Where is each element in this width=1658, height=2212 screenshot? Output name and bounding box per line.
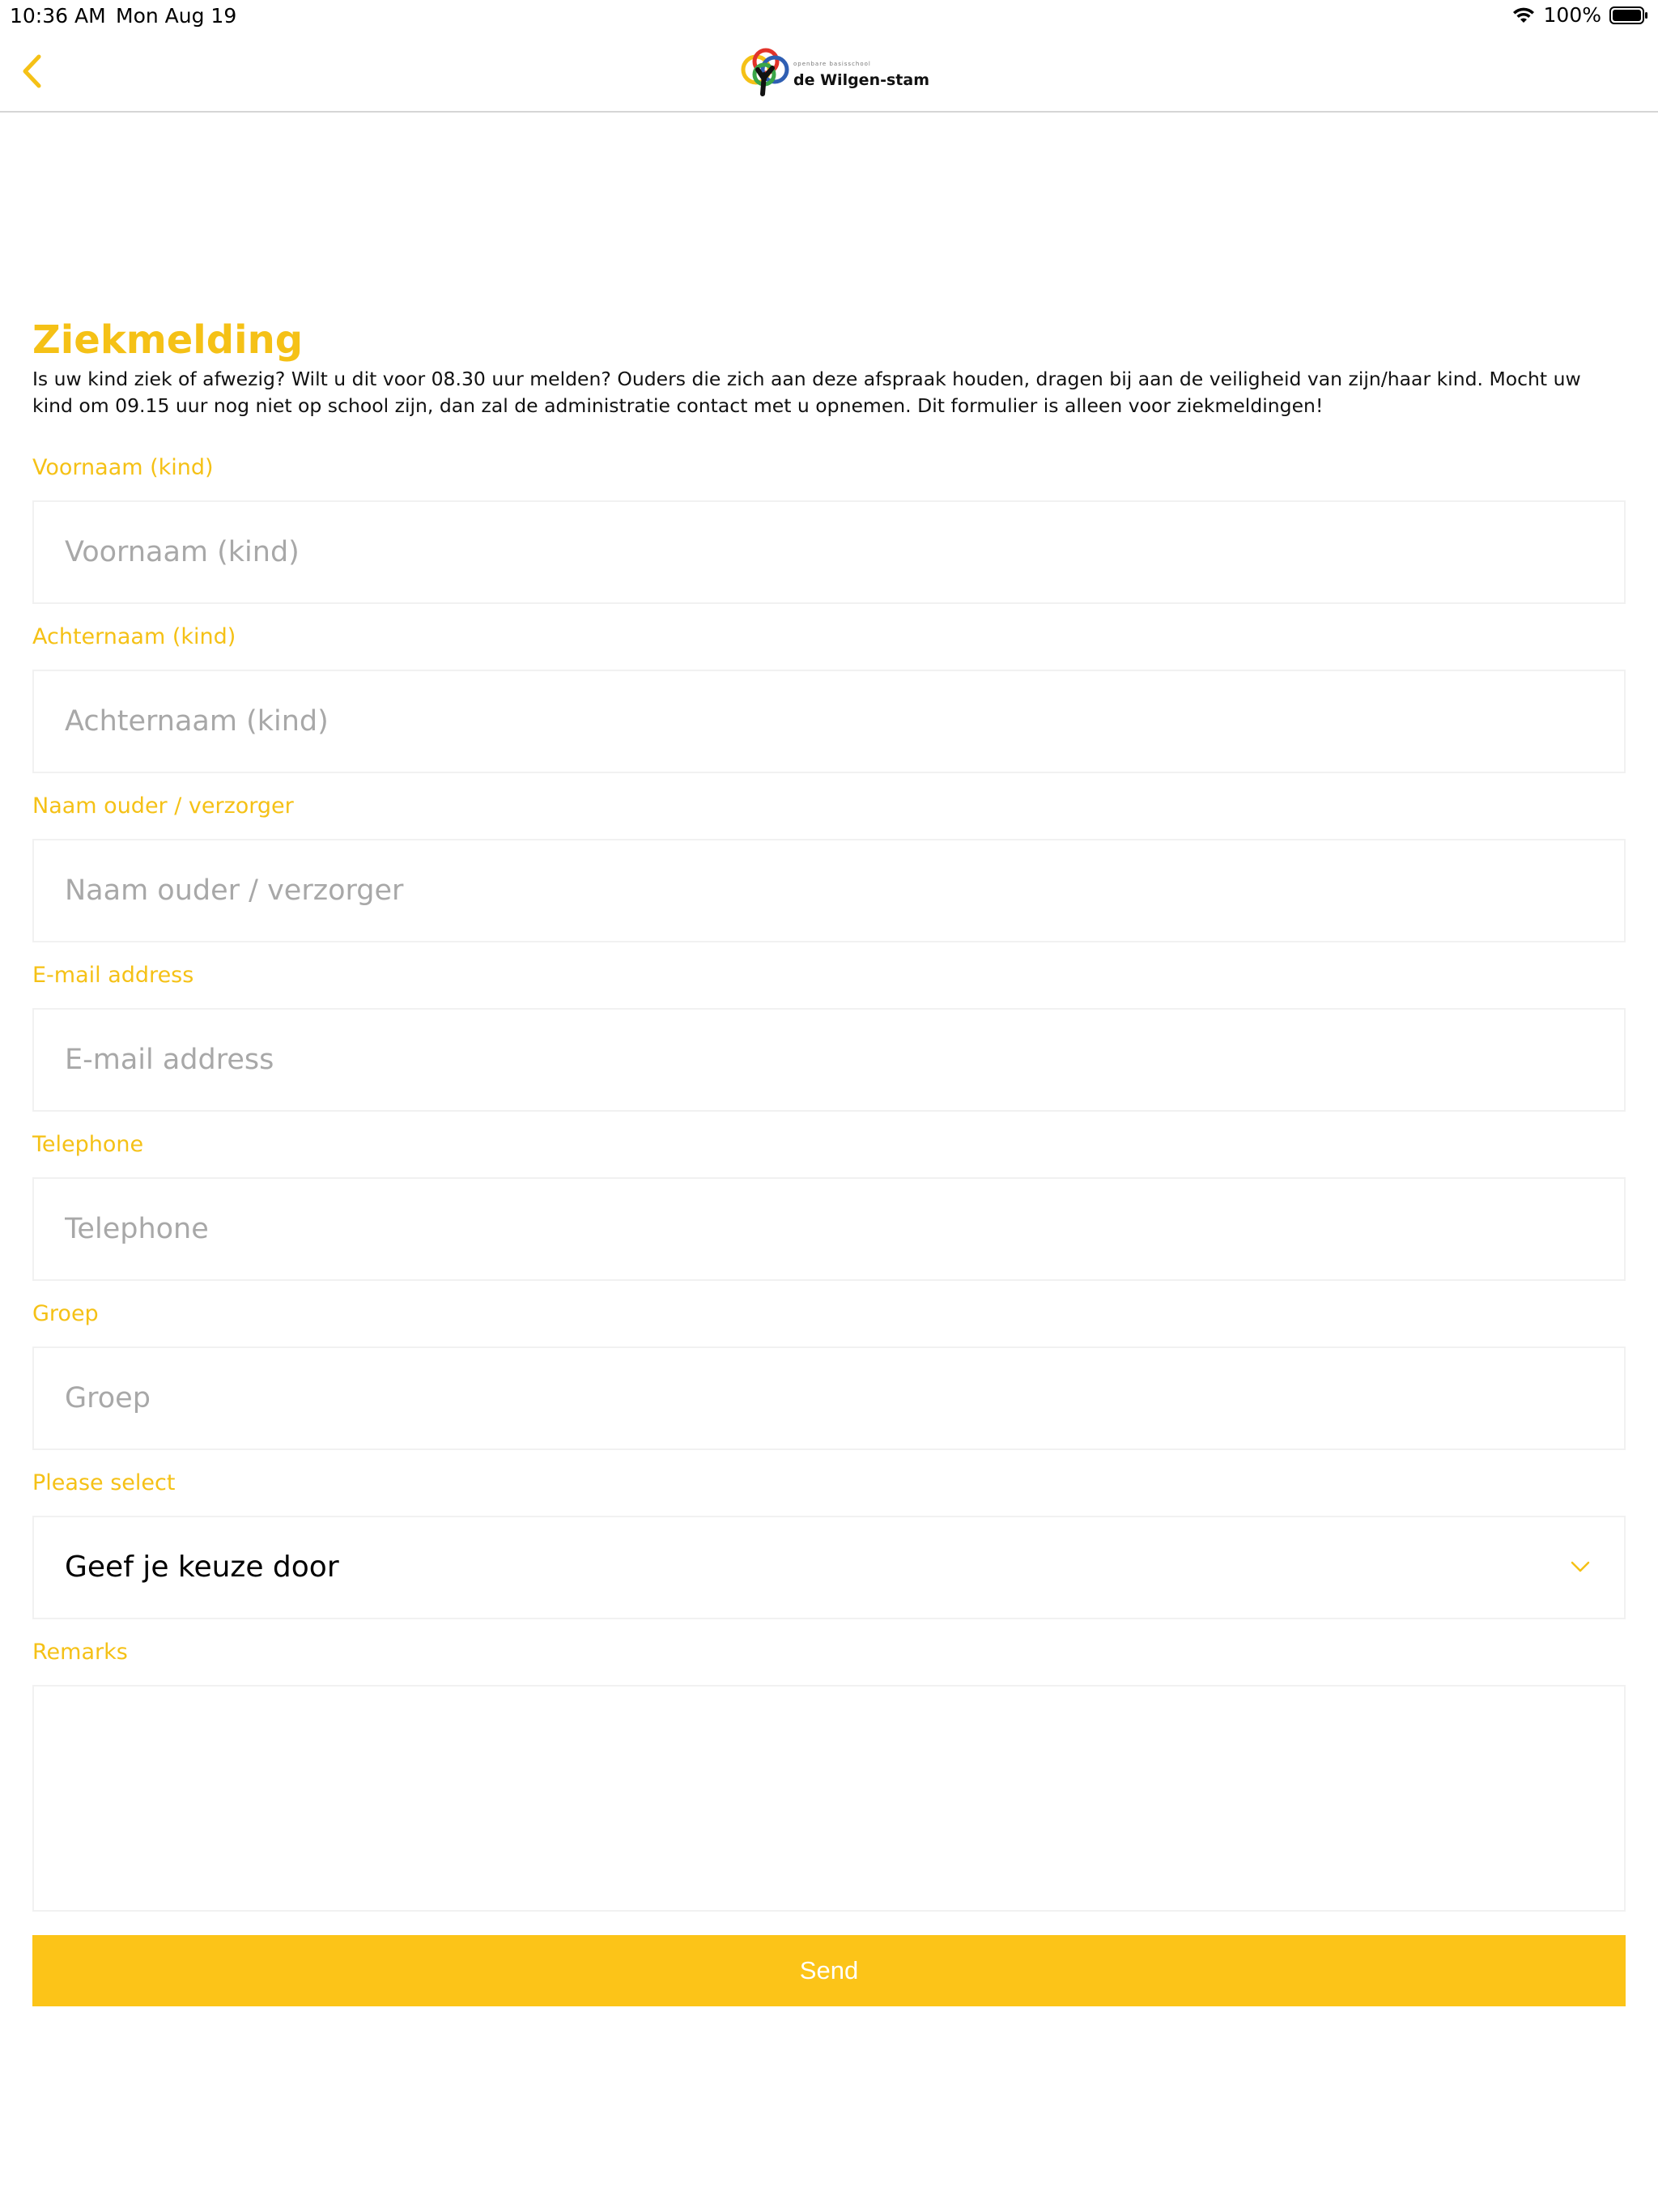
reason-select[interactable] — [32, 1516, 1626, 1619]
tree-logo-icon — [738, 47, 792, 97]
select-value: Geef je keuze door — [65, 1551, 339, 1584]
status-bar — [0, 0, 1658, 32]
field-box — [32, 1008, 1626, 1112]
field-label: E-mail address — [32, 963, 194, 988]
field-box — [32, 500, 1626, 604]
logo-tagline: openbare basisschool — [793, 61, 871, 67]
telephone-input[interactable] — [34, 1179, 1624, 1279]
field-first-name — [32, 453, 1626, 604]
status-time: 10:36 AM — [10, 4, 106, 28]
field-label: Groep — [32, 1301, 99, 1326]
last-name-input[interactable] — [34, 671, 1624, 772]
remarks-textarea[interactable] — [34, 1687, 1624, 1910]
nav-bar — [0, 32, 1658, 113]
field-label: Telephone — [32, 1132, 144, 1157]
field-label: Please select — [32, 1470, 176, 1495]
field-group — [32, 1300, 1626, 1450]
field-label: Achternaam (kind) — [32, 624, 236, 649]
email-input[interactable] — [34, 1010, 1624, 1110]
field-label: Naam ouder / verzorger — [32, 793, 294, 819]
send-button[interactable]: Send — [32, 1935, 1626, 2006]
wifi-icon — [1511, 6, 1536, 24]
battery-percent: 100% — [1543, 3, 1601, 27]
field-box — [32, 670, 1626, 773]
group-input[interactable] — [34, 1348, 1624, 1448]
field-box — [32, 839, 1626, 942]
form-content — [32, 314, 1626, 1665]
field-label: Remarks — [32, 1640, 128, 1665]
school-logo — [738, 47, 929, 97]
intro-text: Is uw kind ziek of afwezig? Wilt u dit voor 08.30 uur melden? Ouders die zich aan deze afspraak houden, dragen bij aan de veiligheid van zijn/haar kind. Mocht uw kind om 09.15 uur nog niet op school zijn, dan zal de administratie contact met u opnemen. Dit formulier is alleen voor ziekmeldingen! — [32, 368, 1581, 417]
parent-name-input[interactable] — [34, 840, 1624, 941]
chevron-down-icon — [1569, 1555, 1592, 1578]
battery-icon — [1609, 6, 1648, 25]
field-box — [32, 1177, 1626, 1281]
field-label: Voornaam (kind) — [32, 455, 214, 480]
status-date: Mon Aug 19 — [116, 4, 237, 28]
field-last-name — [32, 623, 1626, 773]
chevron-left-icon — [18, 52, 45, 91]
field-remarks — [32, 1638, 1626, 1912]
remarks-box — [32, 1685, 1626, 1912]
field-email — [32, 961, 1626, 1112]
field-box — [32, 1346, 1626, 1450]
back-button[interactable] — [18, 52, 45, 91]
field-select — [32, 1469, 1626, 1619]
field-parent-name — [32, 792, 1626, 942]
page-title: Ziekmelding — [32, 317, 304, 363]
status-right — [1511, 3, 1648, 27]
logo-text: de Wilgen-stam — [793, 71, 929, 89]
field-telephone — [32, 1130, 1626, 1281]
first-name-input[interactable] — [34, 502, 1624, 602]
